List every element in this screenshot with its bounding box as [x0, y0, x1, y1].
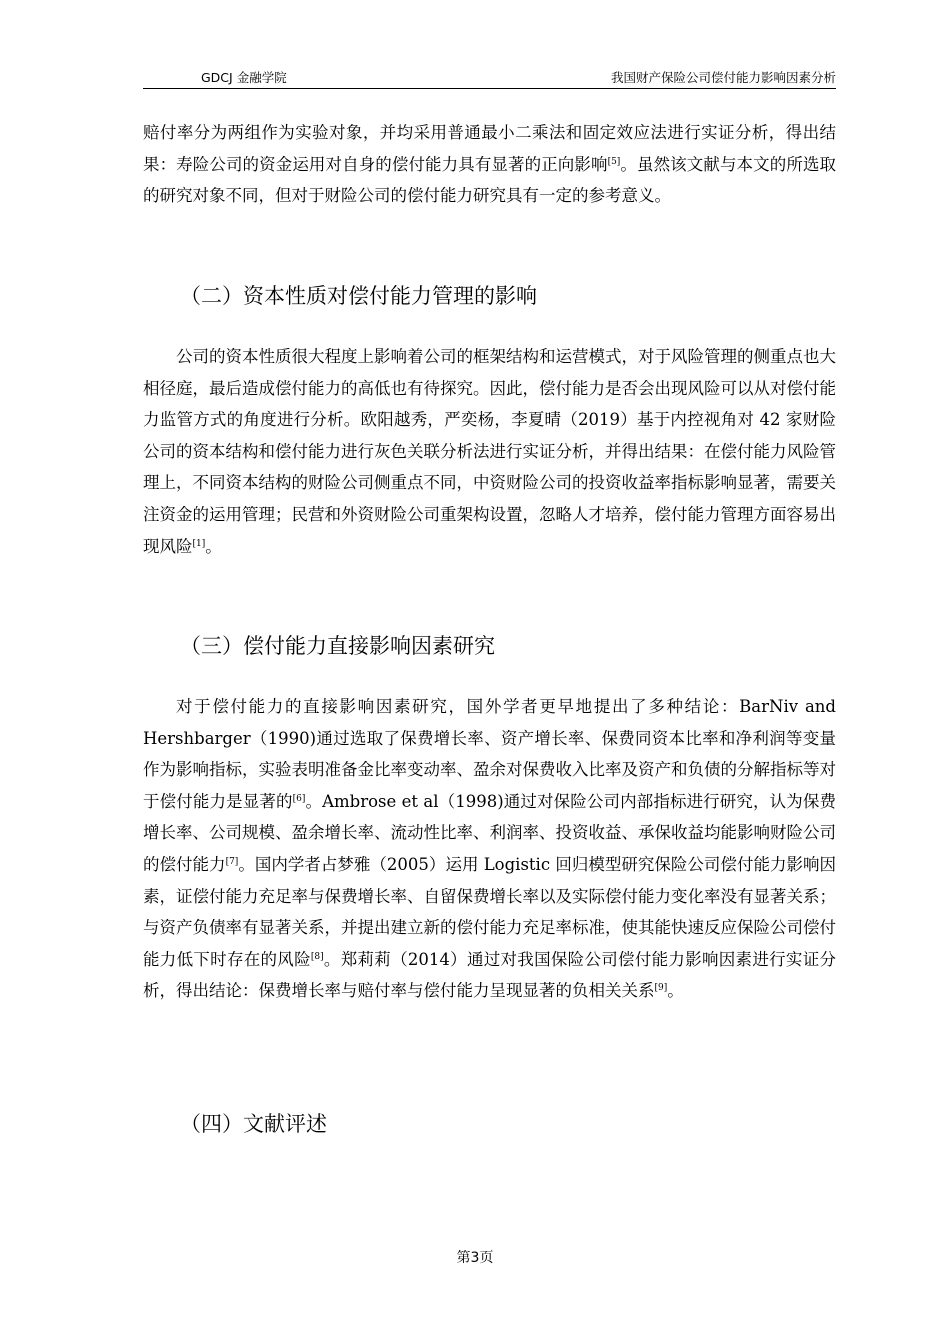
paragraph-1: [143, 117, 836, 212]
paragraph-3: [143, 691, 836, 1007]
citation-8: [8]: [310, 951, 324, 962]
section-heading-3: （三）偿付能力直接影响因素研究: [180, 634, 495, 658]
citation-6: [6]: [292, 793, 306, 804]
paragraph-2-text-a: 公司的资本性质很大程度上影响着公司的框架结构和运营模式，对于风险管理的侧重点也大相径庭，最后造成偿付能力的高低也有待探究。因此，偿付能力是否会出现风险可以从对偿付能力监管方式的角度进行分析。欧阳越秀，严奕杨，李夏晴（2019）基于内控视角对 42 家财险公司的资本结构和偿付能力进行灰色关联分析法进行实证分析，并得出结果：在偿付能力风险管理上，不同资本结构的财险公司侧重点不同，中资财险公司的投资收益率指标影响显著，需要关注资金的运用管理；民营和外资财险公司重架构设置，忽略人才培养，偿付能力管理方面容易出现风险: [143, 347, 836, 556]
paragraph-3-text-e: 。: [667, 981, 684, 1001]
section-heading-2: （二）资本性质对偿付能力管理的影响: [180, 284, 537, 308]
paragraph-1-text-b: 。虽然该文献与本文的所选取的研究对象不同，但对于财险公司的偿付能力研究具有一定的参考意义。: [143, 154, 837, 206]
paragraph-3-text-a: 对于偿付能力的直接影响因素研究，国外学者更早地提出了多种结论：BarNiv and Hershbarger（1990)通过选取了保费增长率、资产增长率、保费同资本比率和净利润等变量作为影响指标，实验表明准备金比率变动率、盈余对保费收入比率及资产和负债的分解指标等对于偿付能力是显著的: [143, 697, 836, 811]
citation-1: [1]: [192, 538, 206, 549]
running-header: [143, 66, 836, 89]
paragraph-3-text-b: 。Ambrose et al（1998)通过对保险公司内部指标进行研究，认为保费增长率、公司规模、盈余增长率、流动性比率、利润率、投资收益、承保收益均能影响财险公司的偿付能力: [143, 791, 837, 874]
header-title: 我国财产保险公司偿付能力影响因素分析: [610, 70, 836, 85]
page-number: 第3页: [456, 1250, 494, 1266]
citation-9: [9]: [654, 983, 668, 994]
citation-7: [7]: [225, 856, 239, 867]
citation-5: [5]: [607, 156, 621, 167]
paragraph-3-text-d: 。郑莉莉（2014）通过对我国保险公司偿付能力影响因素进行实证分析，得出结论：保费增长率与赔付率与偿付能力呈现显著的负相关关系: [143, 949, 836, 1001]
paragraph-1-text-a: 赔付率分为两组作为实验对象，并均采用普通最小二乘法和固定效应法进行实证分析，得出结果：寿险公司的资金运用对自身的偿付能力具有显著的正向影响: [143, 123, 836, 174]
paragraph-2: [143, 341, 836, 562]
paragraph-3-text-c: 。国内学者占梦雅（2005）运用 Logistic 回归模型研究保险公司偿付能力影响因素，证偿付能力充足率与保费增长率、自留保费增长率以及实际偿付能力变化率没有显著关系；与资产负债率有显著关系，并提出建立新的偿付能力充足率标准，使其能快速反应保险公司偿付能力低下时存在的风险: [143, 854, 837, 969]
paragraph-2-text-b: 。: [205, 536, 222, 556]
header-institution: GDCJ 金融学院: [201, 70, 287, 85]
section-heading-4: （四）文献评述: [180, 1112, 327, 1136]
